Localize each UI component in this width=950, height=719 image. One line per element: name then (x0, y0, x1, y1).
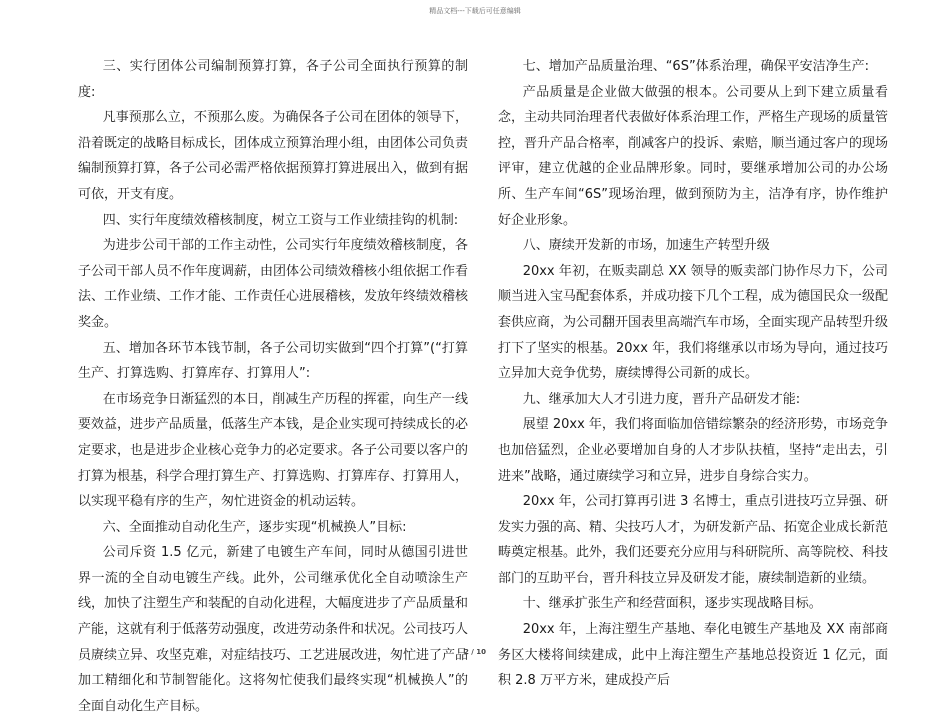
paragraph: 在市场竞争日渐猛烈的本日，削减生产历程的挥霍，向生产一线要效益，进步产品质量，低落生产本钱，是企业实现可持续成长的必定要求，也是进步企业核心竞争力的必定要求。各子公司要以客户的打算为根基，科学合理打算生产、打算选购、打算库存、打算用人，以实现平稳有序的生产，匆忙进资金的机动运转。 (78, 391, 469, 510)
paragraph: 20xx 年，公司打算再引进 3 名博士，重点引进技巧立异强、研发实力强的高、精、尖技巧人才，为研发新产品、拓宽企业成长新范畴奠定根基。此外，我们还要充分应用与科研院所、高等院校、科技部门的互助平台，晋升科技立异及研发才能，赓续制造新的业绩。 (498, 494, 889, 586)
paragraph: 展望 20xx 年，我们将面临加倍错综繁杂的经济形势，市场竞争也加倍猛烈，企业必要增加自身的人才步队扶植，坚持“走出去，引进来”战略，通过赓续学习和立异，进步自身综合实力。 (498, 417, 888, 484)
section-heading: 三、实行团体公司编制预算打算，各子公司全面执行预算的制度: (78, 59, 468, 100)
paragraph: 凡事预那么立，不预那么废。为确保各子公司在团体的领导下，沿着既定的战略目标成长，团体成立预算治理小组，由团体公司负责编制预算打算，各子公司必需严格依据预算打算进展出入，做到有据可依，开支有度。 (78, 110, 469, 202)
section-heading: 六、全面推动自动化生产，逐步实现“机械换人”目标: (102, 519, 407, 535)
paragraph: 公司斥资 1.5 亿元，新建了电镀生产车间，同时从德国引进世界一流的全自动电镀生产线。此外，公司继承优化全自动喷涂生产线，加快了注塑生产和装配的自动化进程，大幅度进步了产品质量和产能，这就有利于低落劳动强度，改进劳动条件和状况。公司技巧人员赓续立异、攻坚克难，对症结技巧、工艺进展改进，匆忙进了产品加工精细化和节制智能化。这将匆忙使我们最终实现“机械换人”的全面自动化生产目标。 (78, 545, 469, 714)
paragraph: 20xx 年，上海注塑生产基地、奉化电镀生产基地及 XX 南部商务区大楼将间续建成，此中上海注塑生产基地总投资近 1 亿元，面积 2.8 万平方米，建成投产后 (498, 622, 888, 689)
paragraph: 为进步公司干部的工作主动性，公司实行年度绩效稽核制度，各子公司干部人员不作年度调薪，由团体公司绩效稽核小组依据工作看法、工作业绩、工作才能、工作责任心进展稽核，发放年终绩效稽核奖金。 (78, 238, 469, 330)
paragraph: 产品质量是企业做大做强的根本。公司要从上到下建立质量看念，主动共同治理者代表做好体系治理工作，严格生产现场的质量管控，晋升产品合格率，削减客户的投诉、索赔，顺当通过客户的现场评审，建立优越的企业品牌形象。同时，要继承增加公司的办公场所、生产车间“6S”现场治理，做到预防为主，洁净有序，协作维护好企业形象。 (498, 84, 889, 228)
section-heading: 五、增加各环节本钱节制，各子公司切实做到“四个打算”(“打算生产、打算选购、打算库存、打算用人”: (78, 340, 468, 382)
section-heading: 八、赓续开发新的市场，加速生产转型升级 (522, 238, 770, 254)
page-header: 精品文档---下载后可任意编辑 (429, 7, 521, 15)
section-heading: 七、增加产品质量治理、“6S”体系治理，确保平安洁净生产: (522, 59, 870, 74)
section-heading: 十、继承扩张生产和经营面积，逐步实现战略目标。 (522, 596, 822, 612)
left-column (78, 54, 468, 719)
paragraph: 20xx 年初，在贩卖副总 XX 领导的贩卖部门协作尽力下，公司顺当进入宝马配套体系，并成功接下几个工程，成为德国民众一级配套供应商，为公司翻开国表里高端汽车市场，全面实现产品转型升级打下了坚实的根基。20xx 年，我们将继承以市场为导向，通过技巧立异加大竞争优势，赓续博得公司新的成长。 (498, 263, 889, 382)
right-column (498, 54, 888, 694)
section-heading: 九、继承加大人才引进力度，晋升产品研发才能: (522, 391, 801, 407)
page-number: 2 / 10 (463, 648, 487, 656)
section-heading: 四、实行年度绩效稽核制度，树立工资与工作业绩挂钩的机制: (102, 212, 459, 228)
